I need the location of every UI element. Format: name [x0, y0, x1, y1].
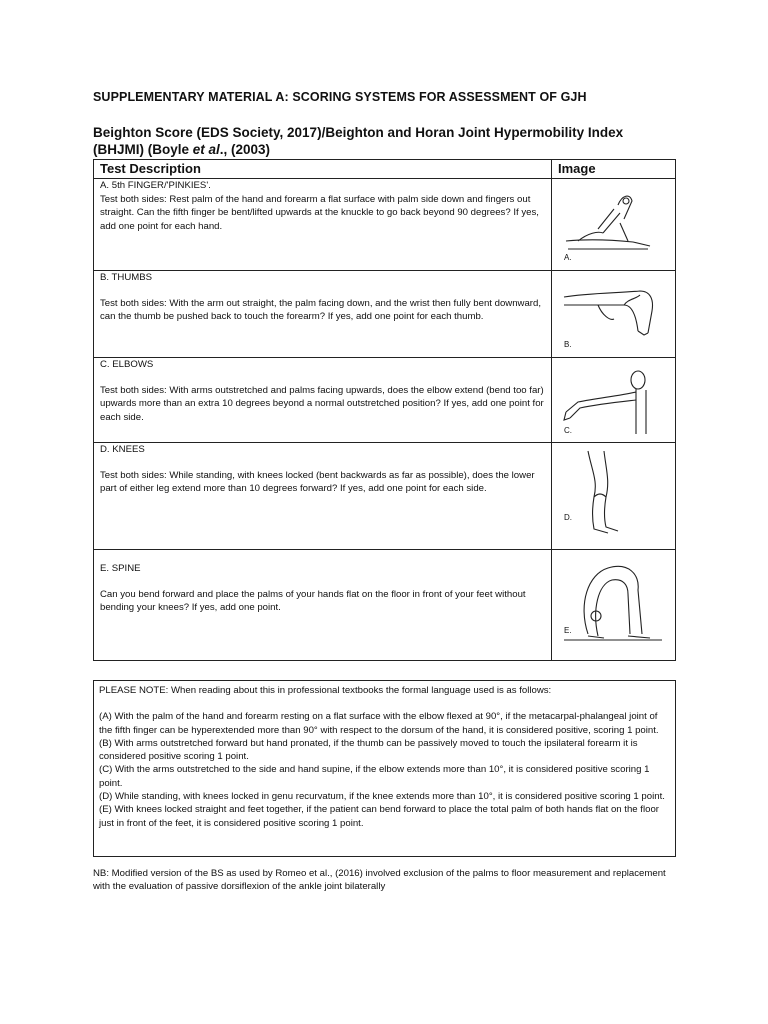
- row-label: E. SPINE: [100, 563, 141, 574]
- row-label: B. THUMBS: [100, 272, 153, 283]
- subtitle-part1: Beighton Score (EDS Society, 2017)/Beighton and Horan Joint Hypermobility Index (BHJMI) (Boyle: [93, 125, 624, 157]
- image-cell: [552, 550, 675, 660]
- table-row: [94, 443, 551, 496]
- header-test-description: Test Description: [100, 161, 201, 176]
- spine-illustration-icon: [558, 554, 668, 650]
- image-label: B.: [564, 340, 572, 349]
- subtitle-part2: ., (2003): [219, 142, 271, 157]
- table-row: [94, 271, 551, 324]
- finger-illustration-icon: [558, 183, 658, 263]
- row-label: A. 5th FINGER/'PINKIES'.: [100, 180, 211, 191]
- scoring-table: [93, 159, 676, 661]
- note-item: (D) While standing, with knees locked in genu recurvatum, if the knee extends more than 10°, it is considered positive scoring 1 point.: [99, 791, 665, 803]
- table-row: [94, 358, 551, 424]
- section-subtitle: [93, 124, 633, 158]
- image-cell: [552, 443, 675, 549]
- thumb-illustration-icon: [558, 275, 658, 345]
- image-label: E.: [564, 626, 572, 635]
- row-text: Test both sides: While standing, with knees locked (bent backwards as far as possible), does the lower part of either leg extend more than 10 degrees forward? If yes, add one point for each side.: [100, 469, 535, 494]
- elbow-illustration-icon: [558, 362, 668, 438]
- note-box: [93, 680, 676, 857]
- nb-footnote: NB: Modified version of the BS as used by Romeo et al., (2016) involved exclusion of the palms to floor measurement and replacement with the evaluation of passive dorsiflexion of the ankle joint bilaterally: [93, 868, 666, 893]
- image-label: D.: [564, 513, 572, 522]
- image-label: A.: [564, 253, 572, 262]
- note-item: (E) With knees locked straight and feet together, if the patient can bend forward to place the total palm of both hands flat on the floor just in front of the feet, it is considered positive scoring 1 point.: [99, 804, 659, 829]
- row-label: C. ELBOWS: [100, 359, 154, 370]
- row-text: Test both sides: With the arm out straight, the palm facing down, and the wrist then fully bent downward, can the thumb be pushed back to touch the forearm? If yes, add one point for each thumb.: [100, 297, 542, 322]
- image-cell: [552, 271, 675, 357]
- table-row: [94, 550, 551, 615]
- image-cell: [552, 179, 675, 270]
- note-item: (B) With arms outstretched forward but hand pronated, if the thumb can be passively moved to touch the ipsilateral forearm it is considered positive scoring 1 point.: [99, 737, 638, 763]
- image-label: C.: [564, 426, 572, 435]
- row-text: Can you bend forward and place the palms of your hands flat on the floor in front of your feet without bending your knees? If yes, add one point.: [100, 588, 526, 613]
- image-cell: [552, 358, 675, 442]
- header-image: Image: [558, 161, 596, 176]
- knee-illustration-icon: [558, 447, 658, 539]
- table-row: [94, 179, 551, 233]
- row-text: Test both sides: Rest palm of the hand and forearm a flat surface with palm side down and fingers out straight. Can the fifth finger be bent/lifted upwards at the knuckle to go back beyond 90 degrees? If yes, add one point for each hand.: [100, 193, 539, 232]
- row-text: Test both sides: With arms outstretched and palms facing upwards, does the elbow extend (bend too far) upwards more than an extra 10 degrees beyond a normal outstretched position? If yes, add one point for each side.: [100, 384, 544, 423]
- note-item: (A) With the palm of the hand and forearm resting on a flat surface with the elbow flexed at 90°, if the metacarpal-phalangeal joint of the fifth finger can be hyperextended more than 90° with respect to the dorsum of the hand, it is considered positive, scoring 1 point.: [99, 711, 659, 736]
- note-heading: PLEASE NOTE: When reading about this in professional textbooks the formal language used is as follows:: [99, 685, 552, 696]
- page-title: SUPPLEMENTARY MATERIAL A: SCORING SYSTEMS FOR ASSESSMENT OF GJH: [93, 90, 587, 104]
- row-label: D. KNEES: [100, 444, 145, 455]
- subtitle-italic: et al: [192, 142, 220, 157]
- note-item: (C) With the arms outstretched to the side and hand supine, if the elbow extends more than 10°, it is considered positive scoring 1 point.: [99, 764, 650, 789]
